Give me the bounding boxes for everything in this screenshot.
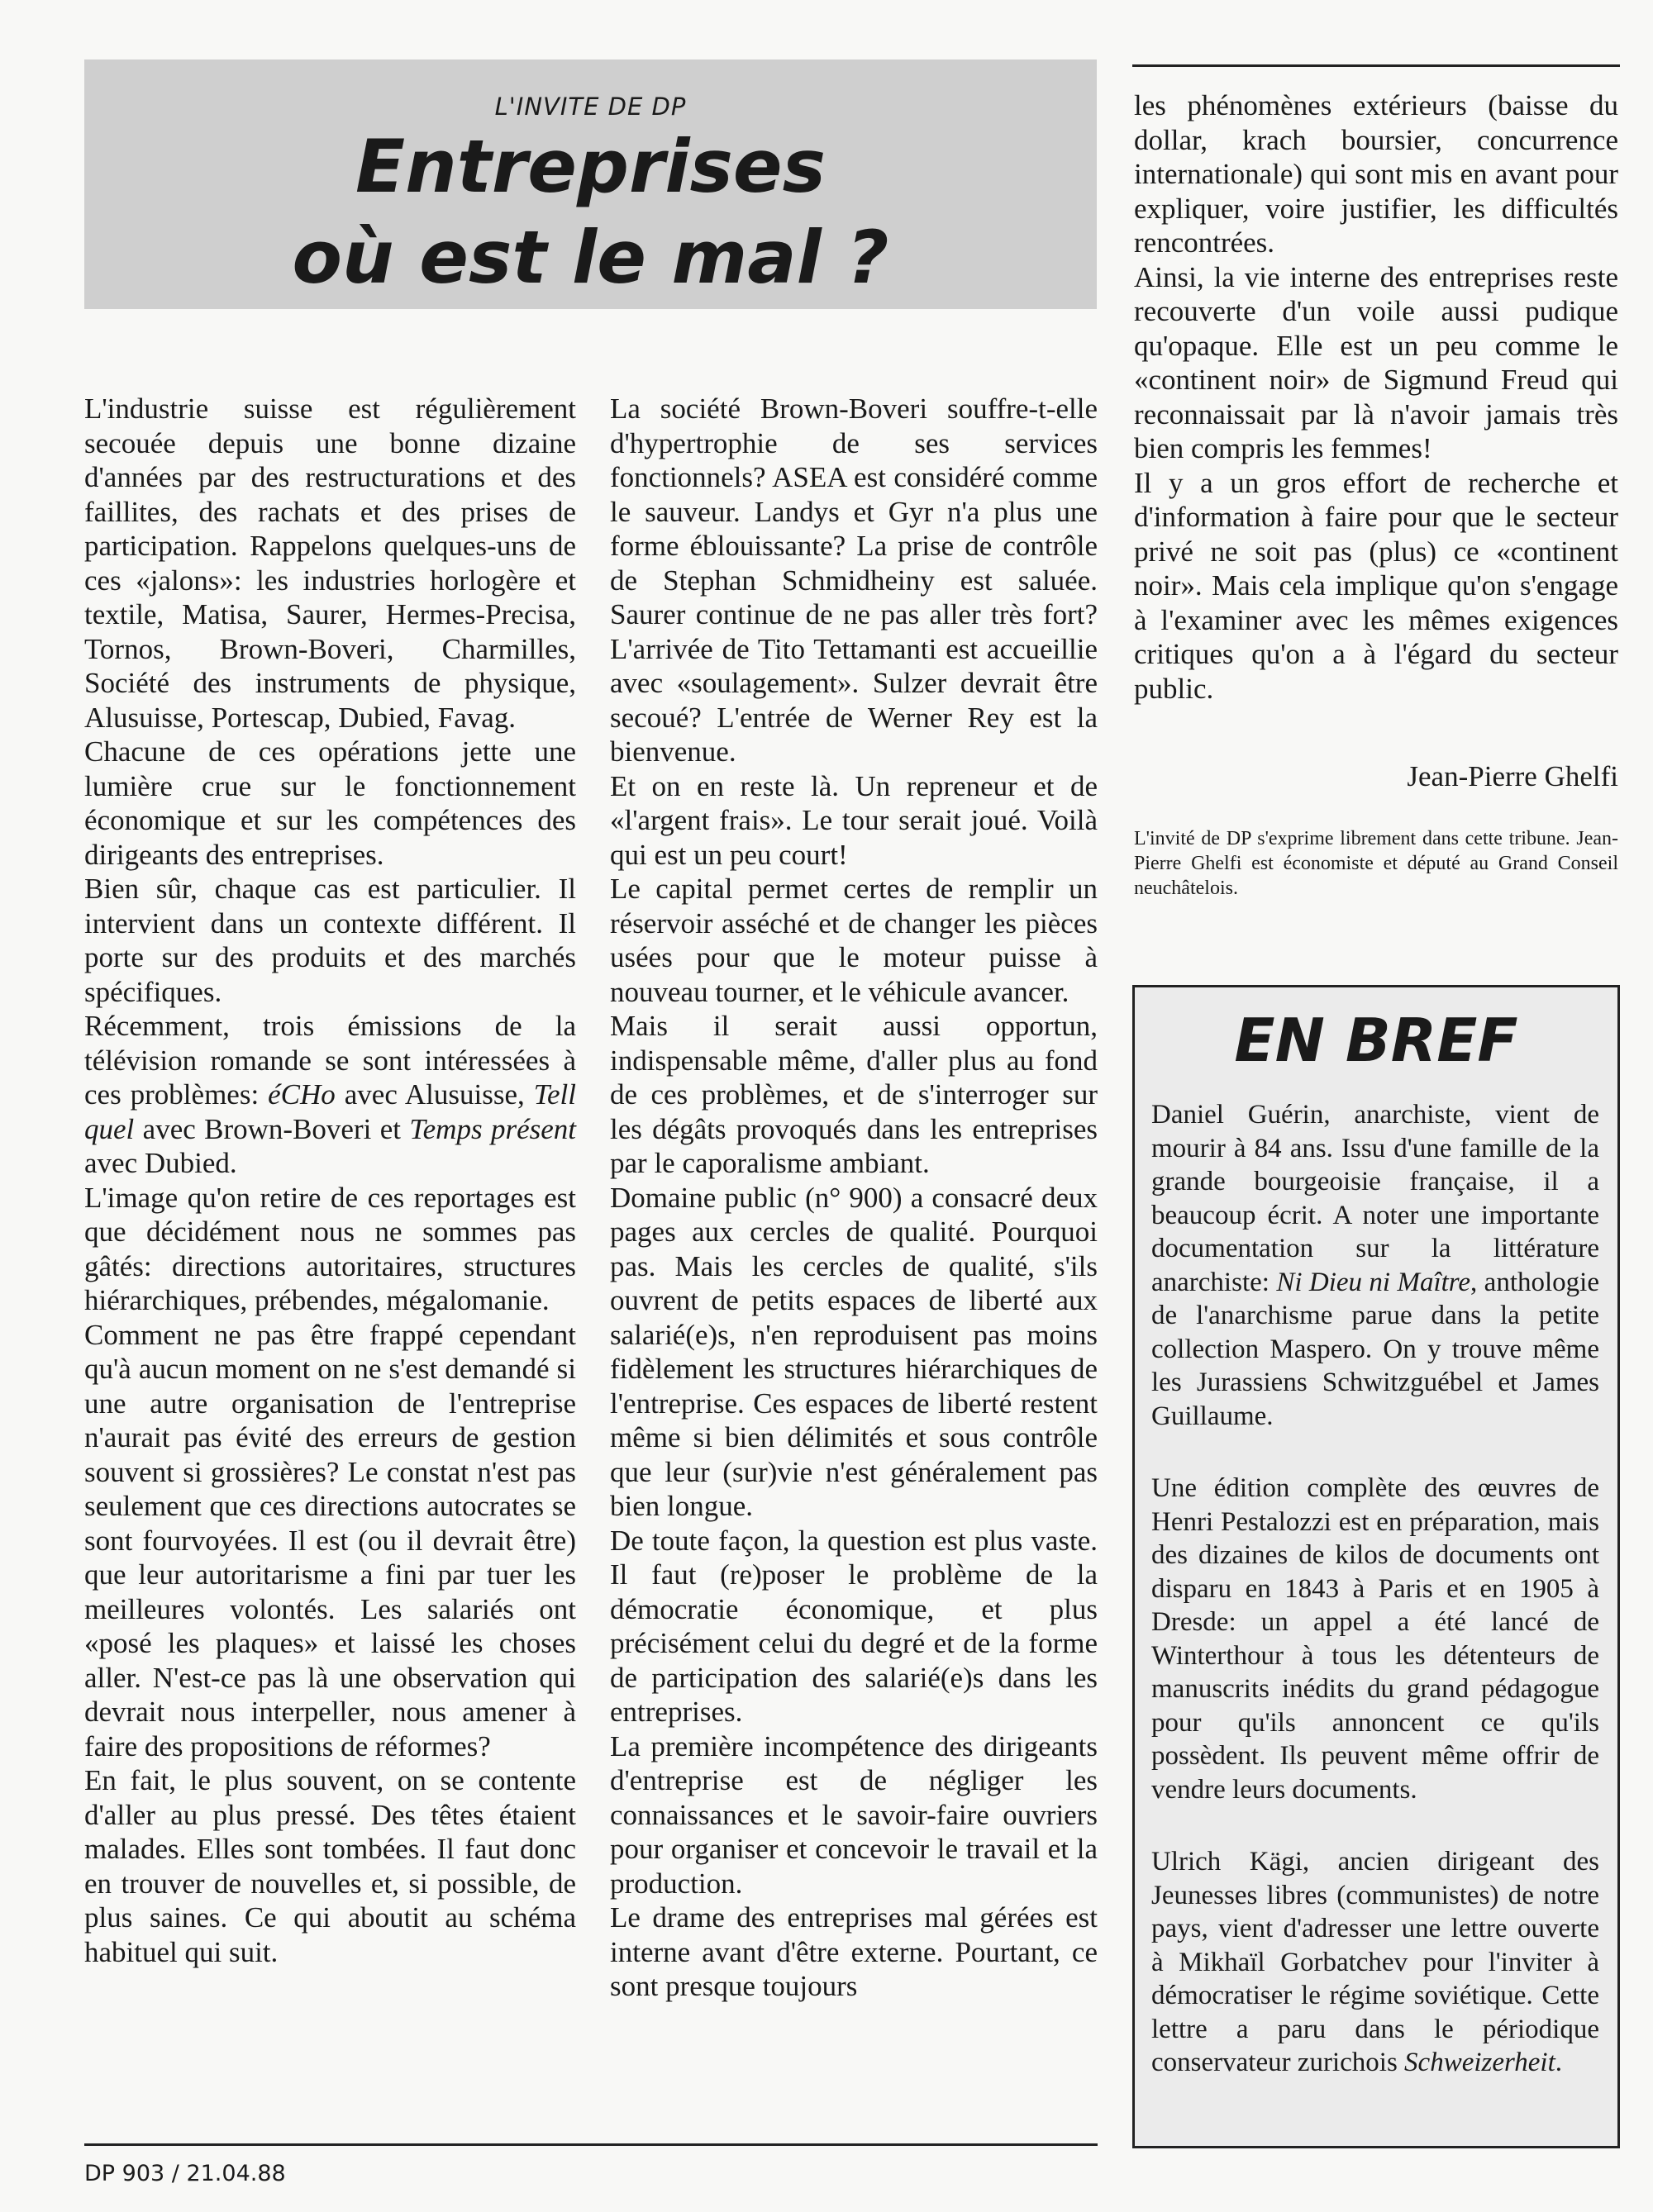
paragraph: Le drame des entreprises mal gérées est interne avant d'être externe. Pourtant, ce sont presque toujours: [610, 1901, 1098, 2002]
en-bref-box: [1132, 985, 1620, 2148]
brief-item: Une édition complète des œuvres de Henri Pestalozzi est en préparation, mais des dizaines de kilos de documents ont disparu en 1843 à Paris et en 1905 à Dresde: un appel a été lancé de Winterthour à tous les détenteurs de manuscrits inédits du grand pédagogue pour qu'ils annoncent ce qu'ils possèdent. Ils peuvent même offrir de vendre leurs documents.: [1151, 1473, 1599, 1805]
paragraph: L'industrie suisse est régulièrement secouée depuis une bonne dizaine d'années par des restructurations et des faillites, des rachats et des prises de participation. Rappelons quelques-uns de ces «jalons»: les industries horlogère et textile, Matisa, Saurer, Hermes-Precisa, Tornos, Brown-Boveri, Charmilles, Société des instruments de physique, Alusuisse, Portescap, Dubied, Favag.: [84, 392, 576, 734]
show-title: Tell quel: [84, 1078, 576, 1145]
paragraph: De toute façon, la question est plus vaste. Il faut (re)poser le problème de la démocratie économique, et plus précisément celui du degré et de la forme de participation des salarié(e)s dans les entreprises.: [610, 1524, 1098, 1728]
headline-line-1: Entreprises: [355, 124, 826, 209]
paragraph: Ainsi, la vie interne des entreprises reste recouverte d'un voile aussi pudique qu'opaque. Elle est un peu comme le «continent noir» de Sigmund Freud qui reconnaissait par là n'avoir jamais très bien compris les femmes!: [1134, 260, 1618, 464]
paragraph: Récemment, trois émissions de la télévision romande se sont intéressées à ces problèmes: éCHo avec Alusuisse, Tell quel avec Brown-Boveri et Temps présent avec Dubied.: [84, 1010, 576, 1179]
header-box: [84, 59, 1097, 309]
en-bref-title: EN BREF: [1234, 1006, 1518, 1075]
paragraph: les phénomènes extérieurs (baisse du dollar, krach boursier, concurrence internationale) qui sont mis en avant pour expliquer, voire justifier, les difficultés rencontrées.: [1134, 89, 1618, 259]
headline-line-2: où est le mal ?: [292, 215, 889, 300]
paragraph: Domaine public (n° 900) a consacré deux pages aux cercles de qualité. Pourquoi pas. Mais les cercles de qualité, s'ils ouvrent de petits espaces de liberté aux salarié(e)s, n'en reproduisent pas moins fidèlement les structures hiérarchiques de l'entreprise. Ces espaces de liberté restent même si bien délimités et sous contrôle que leur (sur)vie n'est généralement pas bien longue.: [610, 1181, 1098, 1522]
article-column-2: [610, 392, 1098, 2004]
brief-item: Daniel Guérin, anarchiste, vient de mourir à 84 ans. Issu d'une famille de la grande bourgeoisie française, il a beaucoup écrit. A noter une importante documentation sur la littérature anarchiste: Ni Dieu ni Maître, anthologie de l'anarchisme parue dans la petite collection Maspero. On y trouve même les Jurassiens Schwitzguébel et James Guillaume.: [1151, 1100, 1599, 1431]
book-title: Ni Dieu ni Maître: [1276, 1267, 1471, 1297]
paragraph: La société Brown-Boveri souffre-t-elle d'hypertrophie de ses services fonctionnels? ASEA est considéré comme le sauveur. Landys et Gyr n'a plus une forme éblouissante? La prise de contrôle de Stephan Schmidheiny est saluée. Saurer continue de ne pas aller très fort? L'arrivée de Tito Tettamanti est accueillie avec «soulagement». Sulzer devrait être secoué? L'entrée de Werner Rey est la bienvenue.: [610, 392, 1098, 768]
show-title: éCHo: [268, 1078, 336, 1111]
paragraph: L'image qu'on retire de ces reportages est que décidément nous ne sommes pas gâtés: directions autoritaires, structures hiérarchiques, prébendes, mégalomanie.: [84, 1181, 576, 1316]
show-title: Temps présent: [409, 1112, 576, 1145]
top-rule: [1132, 64, 1620, 67]
paragraph: La première incompétence des dirigeants d'entreprise est de négliger les connaissances et le savoir-faire ouvriers pour organiser et concevoir le travail et la production.: [610, 1729, 1098, 1900]
paragraph: Bien sûr, chaque cas est particulier. Il intervient dans un contexte différent. Il porte sur des produits et des marchés spécifiques.: [84, 873, 576, 1008]
paragraph: Il y a un gros effort de recherche et d'information à faire pour que le secteur privé ne soit pas (plus) ce «continent noir». Mais cela implique qu'on s'engage à l'examiner avec les mêmes exigences critiques qu'on a à l'égard du secteur public.: [1134, 466, 1618, 705]
paragraph: En fait, le plus souvent, on se contente d'aller au plus pressé. Des têtes étaient malades. Elles sont tombées. Il faut donc en trouver de nouvelles et, si possible, de plus saines. Ce qui aboutit au schéma habituel qui suit.: [84, 1764, 576, 1968]
bottom-rule: [84, 2143, 1098, 2146]
paragraph: Mais il serait aussi opportun, indispensable même, d'aller plus au fond de ces problèmes, et de s'interroger sur les dégâts provoqués dans les entreprises par le caporalisme ambiant.: [610, 1010, 1098, 1179]
article-column-1: [84, 392, 576, 1969]
paragraph: Chacune de ces opérations jette une lumière crue sur le fonctionnement économique et sur les compétences des dirigeants des entreprises.: [84, 735, 576, 871]
author-note: L'invité de DP s'exprime librement dans cette tribune. Jean-Pierre Ghelfi est économiste et député au Grand Conseil neuchâtelois.: [1134, 828, 1618, 899]
paragraph: Le capital permet certes de remplir un réservoir asséché et de changer les pièces usées pour que le moteur puisse à nouveau tourner, et le véhicule avancer.: [610, 873, 1098, 1008]
brief-item: Ulrich Kägi, ancien dirigeant des Jeunesses libres (communistes) de notre pays, vient d'adresser une lettre ouverte à Mikhaïl Gorbatchev pour l'inviter à démocratiser le régime soviétique. Cette lettre a paru dans le périodique conservateur zurichois Schweizerheit.: [1151, 1847, 1599, 2077]
author-signature: Jean-Pierre Ghelfi: [1407, 760, 1618, 792]
kicker: L'INVITE DE DP: [494, 93, 687, 121]
paragraph: Et on en reste là. Un repreneur et de «l'argent frais». Le tour serait joué. Voilà qui est un peu court!: [610, 769, 1098, 871]
publication-title: Schweizerheit: [1404, 2048, 1555, 2077]
article-column-3: [1134, 88, 1618, 706]
issue-footer: DP 903 / 21.04.88: [84, 2161, 286, 2186]
paragraph: Comment ne pas être frappé cependant qu'à aucun moment on ne s'est demandé si une autre organisation de l'entreprise n'aurait pas évité des erreurs de gestion souvent si grossières? Le constat n'est pas seulement que ces directions autocrates se sont fourvoyées. Il est (ou il devrait être) que leur autoritarisme a fini par tuer les meilleures volontés. Les salariés ont «posé les plaques» et laissé les choses aller. N'est-ce pas là une observation qui devrait nous interpeller, nous amener à faire des propositions de réformes?: [84, 1318, 576, 1762]
